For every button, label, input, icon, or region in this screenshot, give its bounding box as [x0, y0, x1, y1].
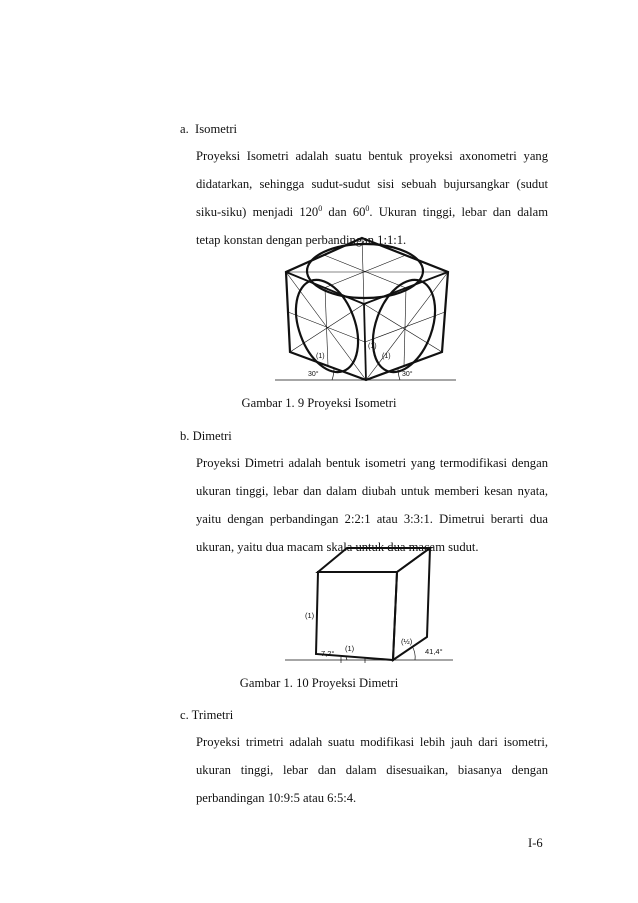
text-run: . Ukuran tinggi, lebar dan dalam: [369, 205, 548, 219]
isometric-cube-drawing: [270, 230, 460, 390]
dimension-label: (1): [316, 353, 325, 360]
dimension-label: (1): [305, 611, 315, 620]
paragraph-line: tetap konstan dengan perbandingan 1:1:1.: [196, 233, 407, 247]
section-heading-dimetri: [180, 429, 232, 444]
superscript: 0: [318, 203, 323, 213]
section-title: Isometri: [195, 122, 238, 136]
paragraph-line: perbandingan 10:9:5 atau 6:5:4.: [196, 791, 357, 805]
dimension-label: (1): [368, 343, 377, 350]
dimension-label: (1): [382, 353, 391, 360]
section-title: Trimetri: [191, 708, 234, 722]
paragraph-line: Proyeksi Dimetri adalah bentuk isometri yang termodifikasi dengan: [196, 456, 548, 470]
paragraph-line-with-superscripts: [196, 205, 548, 220]
dimetric-cube-drawing: [285, 542, 455, 667]
dimension-label: (½): [401, 637, 413, 646]
figure-caption: Gambar 1. 10 Proyeksi Dimetri: [239, 676, 399, 690]
text-run: dan 60: [322, 205, 366, 219]
paragraph-line: ukuran, yaitu dua macam skala untuk dua macam sudut.: [196, 540, 479, 554]
text-run: siku-siku) menjadi 120: [196, 205, 319, 219]
section-heading-trimetri: [180, 708, 233, 723]
paragraph-line: Proyeksi Isometri adalah suatu bentuk proyeksi axonometri yang: [196, 149, 548, 163]
angle-label: 41,4°: [425, 647, 443, 656]
angle-label: 30°: [308, 371, 319, 378]
angle-label: 7,2°: [321, 649, 335, 658]
section-heading-isometri: [180, 122, 237, 137]
paragraph-line: didatarkan, sehingga sudut-sudut sisi sebuah bujursangkar (sudut: [196, 177, 548, 191]
paragraph-line: yaitu dengan perbandingan 2:2:1 atau 3:3:1. Dimetrui berarti dua: [196, 512, 548, 526]
paragraph-line: ukuran tinggi, lebar dan dalam diubah untuk memberi kesan nyata,: [196, 484, 548, 498]
angle-label: 30°: [402, 371, 413, 378]
figure-isometric-cube: [270, 230, 460, 390]
paragraph-line: Proyeksi trimetri adalah suatu modifikasi lebih jauh dari isometri,: [196, 735, 548, 749]
dimension-label: (1): [345, 644, 355, 653]
section-label: b.: [180, 429, 190, 443]
page-number: I-6: [528, 836, 543, 850]
paragraph-line: ukuran tinggi, lebar dan dalam disesuaikan, biasanya dengan: [196, 763, 548, 777]
superscript: 0: [365, 203, 370, 213]
section-label: c.: [180, 708, 189, 722]
figure-dimetric-cube: [285, 542, 455, 667]
section-label: a.: [180, 122, 189, 136]
figure-caption: Gambar 1. 9 Proyeksi Isometri: [241, 396, 397, 410]
section-title: Dimetri: [192, 429, 232, 443]
